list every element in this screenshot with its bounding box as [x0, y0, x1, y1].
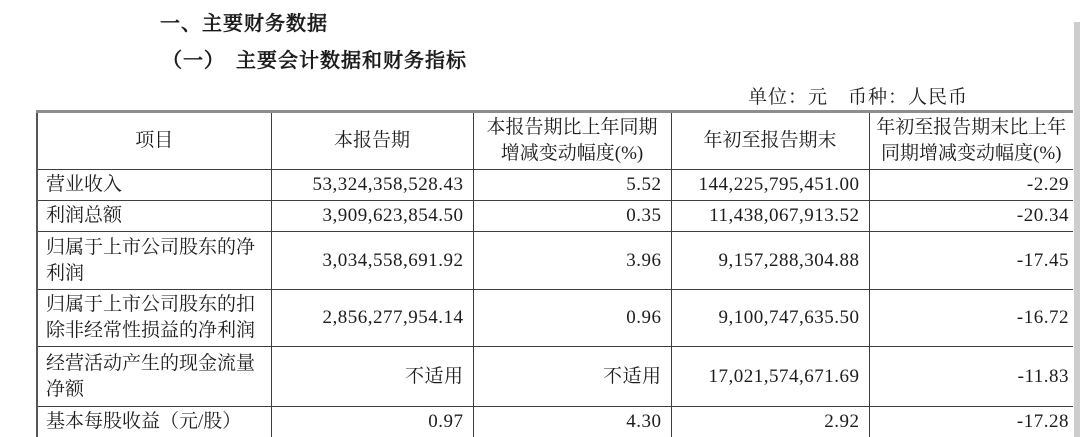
current-period-cell: 53,324,358,528.43 — [271, 170, 473, 201]
current-change-cell: 0.35 — [473, 201, 671, 232]
table-row-operating-cash-flow — [37, 347, 1073, 407]
table-row-revenue — [37, 170, 1073, 201]
column-header-ytd: 年初至报告期末 — [671, 112, 869, 170]
table-header-row — [37, 112, 1073, 170]
current-period-cell: 2,856,277,954.14 — [271, 290, 473, 347]
current-period-cell: 不适用 — [271, 347, 473, 407]
ytd-change-cell: -16.72 — [869, 290, 1073, 347]
item-cell: 归属于上市公司股东的净利润 — [37, 232, 271, 290]
current-change-cell: 0.96 — [473, 290, 671, 347]
column-header-ytd-change: 年初至报告期末比上年同期增减变动幅度(%) — [869, 112, 1073, 170]
unit-currency-note: 单位：元 币种：人民币 — [748, 87, 969, 108]
ytd-change-cell: -17.45 — [869, 232, 1073, 290]
column-header-current-change: 本报告期比上年同期增减变动幅度(%) — [473, 112, 671, 170]
ytd-cell: 144,225,795,451.00 — [671, 170, 869, 201]
subsection-title: （一） 主要会计数据和财务指标 — [162, 50, 467, 72]
financial-data-table — [36, 110, 1073, 437]
current-period-cell: 3,909,623,854.50 — [271, 201, 473, 232]
current-period-cell: 3,034,558,691.92 — [271, 232, 473, 290]
ytd-change-cell: -2.29 — [869, 170, 1073, 201]
column-header-current-period: 本报告期 — [271, 112, 473, 170]
table-row-net-profit — [37, 232, 1073, 290]
page-edge-strip — [1074, 22, 1080, 437]
ytd-cell: 11,438,067,913.52 — [671, 201, 869, 232]
current-period-cell: 0.97 — [271, 407, 473, 437]
ytd-cell: 17,021,574,671.69 — [671, 347, 869, 407]
ytd-change-cell: -17.28 — [869, 407, 1073, 437]
ytd-cell: 9,157,288,304.88 — [671, 232, 869, 290]
item-cell: 基本每股收益（元/股） — [37, 407, 271, 437]
ytd-change-cell: -11.83 — [869, 347, 1073, 407]
item-cell: 营业收入 — [37, 170, 271, 201]
ytd-cell: 2.92 — [671, 407, 869, 437]
ytd-cell: 9,100,747,635.50 — [671, 290, 869, 347]
item-cell: 利润总额 — [37, 201, 271, 232]
item-cell: 归属于上市公司股东的扣除非经常性损益的净利润 — [37, 290, 271, 347]
table-row-net-profit-deducted — [37, 290, 1073, 347]
item-cell: 经营活动产生的现金流量净额 — [37, 347, 271, 407]
current-change-cell: 3.96 — [473, 232, 671, 290]
ytd-change-cell: -20.34 — [869, 201, 1073, 232]
section-title: 一、主要财务数据 — [160, 13, 328, 35]
current-change-cell: 不适用 — [473, 347, 671, 407]
current-change-cell: 5.52 — [473, 170, 671, 201]
table-row-basic-eps — [37, 407, 1073, 437]
table-row-total-profit — [37, 201, 1073, 232]
column-header-item: 项目 — [37, 112, 271, 170]
current-change-cell: 4.30 — [473, 407, 671, 437]
